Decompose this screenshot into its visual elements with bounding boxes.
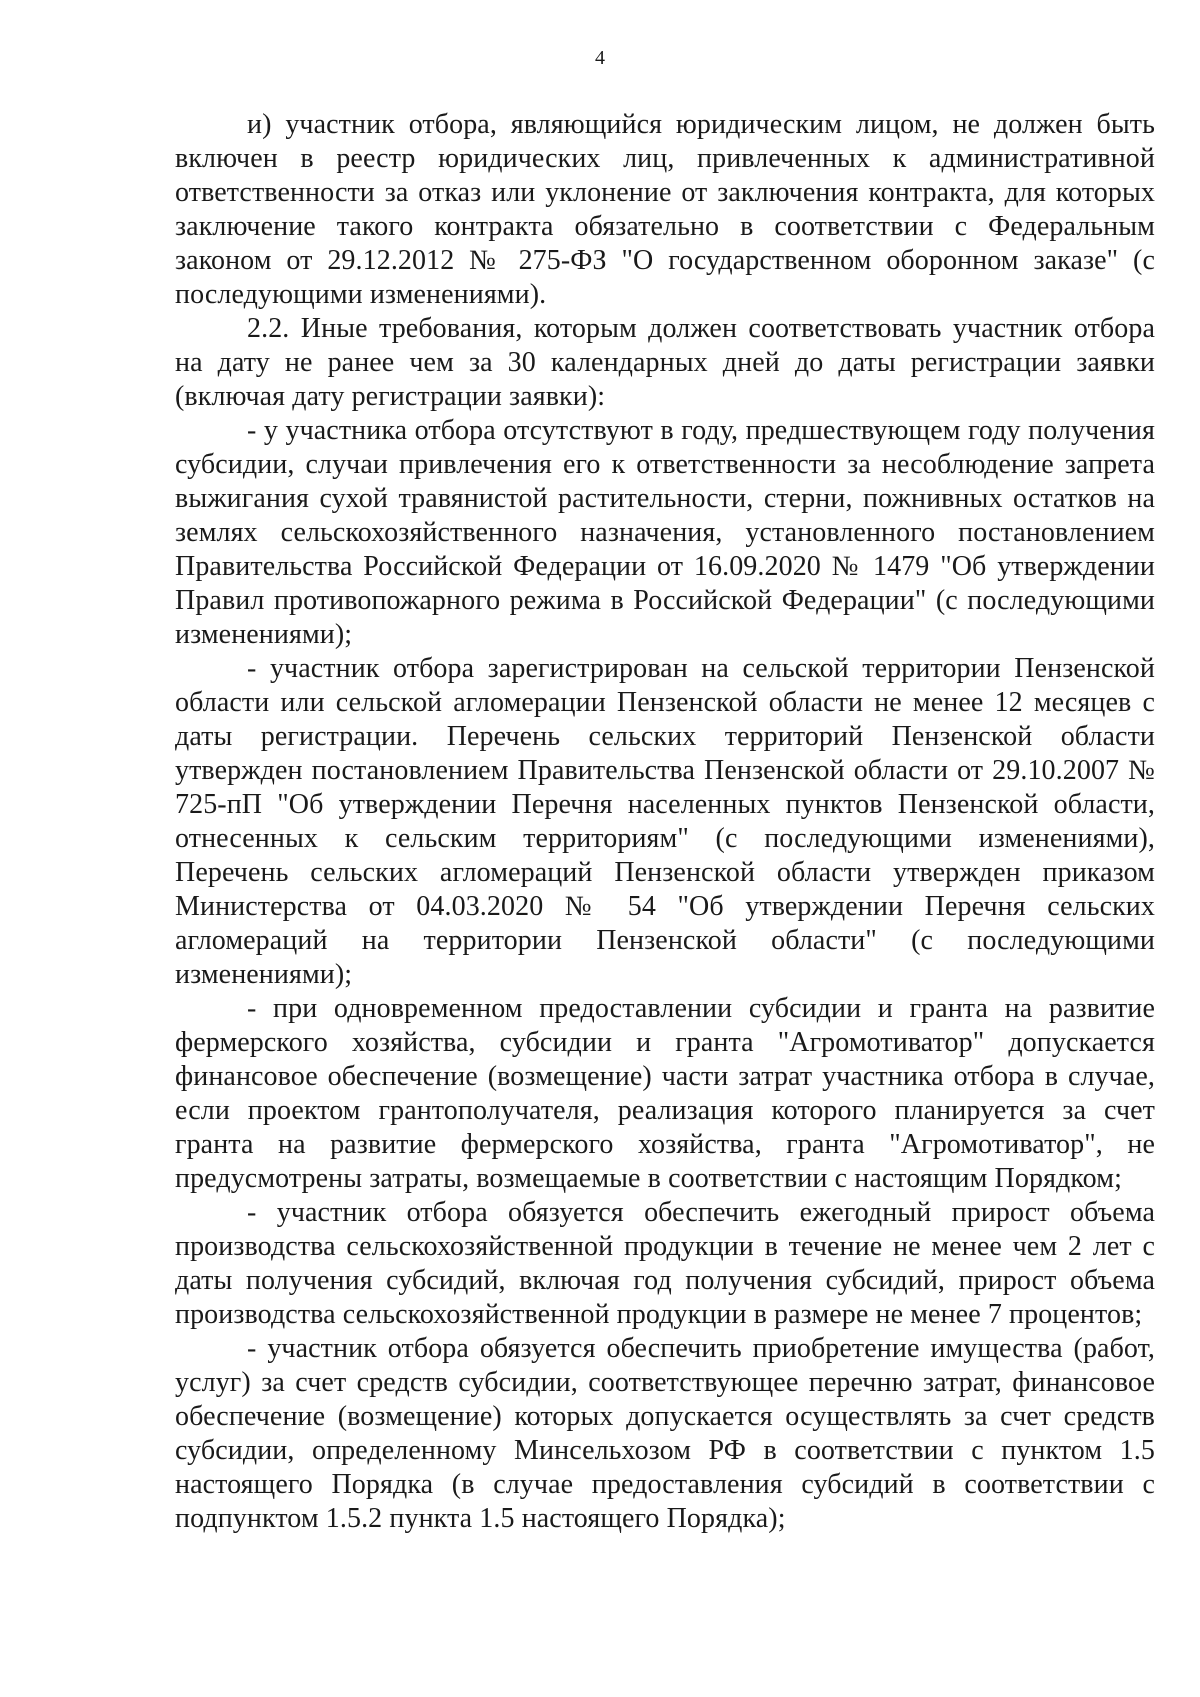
document-body — [175, 108, 1155, 1536]
paragraph-grant-combination: - при одновременном предоставлении субсидии и гранта на развитие фермерского хозяйства, субсидии и гранта "Агромотиватор" допускается финансовое обеспечение (возмещение) части затрат участника отбора в случае, если проектом грантополучателя, реализация которого планируется за счет гранта на развитие фермерского хозяйства, гранта "Агромотиватор", не предусмотрены затраты, возмещаемые в соответствии с настоящим Порядком; — [175, 993, 1155, 1194]
paragraph-production-growth: - участник отбора обязуется обеспечить ежегодный прирост объема производства сельскохозяйственной продукции в течение не менее чем 2 лет с даты получения субсидий, включая год получения субсидий, прирост объема производства сельскохозяйственной продукции в размере не менее 7 процентов; — [175, 1197, 1155, 1330]
page-number: 4 — [595, 47, 605, 69]
paragraph-item-i: и) участник отбора, являющийся юридическим лицом, не должен быть включен в реестр юридических лиц, привлеченных к административной ответственности за отказ или уклонение от заключения контракта, для которых заключение такого контракта обязательно в соответствии с Федеральным законом от 29.12.2012 № 275-ФЗ "О государственном оборонном заказе" (с последующими изменениями). — [175, 109, 1155, 310]
paragraph-no-fire-violations: - у участника отбора отсутствуют в году, предшествующем году получения субсидии, случаи привлечения его к ответственности за несоблюдение запрета выжигания сухой травянистой растительности, стерни, пожнивных остатков на землях сельскохозяйственного назначения, установленного постановлением Правительства Российской Федерации от 16.09.2020 № 1479 "Об утверждении Правил противопожарного режима в Российской Федерации" (с последующими изменениями); — [175, 415, 1155, 650]
paragraph-rural-registration: - участник отбора зарегистрирован на сельской территории Пензенской области или сельской агломерации Пензенской области не менее 12 месяцев с даты регистрации. Перечень сельских территорий Пензенской области утвержден постановлением Правительства Пензенской области от 29.10.2007 № 725-пП "Об утверждении Перечня населенных пунктов Пензенской области, отнесенных к сельским территориям" (с последующими изменениями), Перечень сельских агломераций Пензенской области утвержден приказом Министерства от 04.03.2020 № 54 "Об утверждении Перечня сельских агломераций на территории Пензенской области" (с последующими изменениями); — [175, 653, 1155, 990]
paragraph-section-2-2: 2.2. Иные требования, которым должен соответствовать участник отбора на дату не ранее чем за 30 календарных дней до даты регистрации заявки (включая дату регистрации заявки): — [175, 313, 1155, 412]
paragraph-property-acquisition: - участник отбора обязуется обеспечить приобретение имущества (работ, услуг) за счет средств субсидии, соответствующее перечню затрат, финансовое обеспечение (возмещение) которых допускается осуществлять за счет средств субсидии, определенному Минсельхозом РФ в соответствии с пунктом 1.5 настоящего Порядка (в случае предоставления субсидий в соответствии с подпунктом 1.5.2 пункта 1.5 настоящего Порядка); — [175, 1333, 1155, 1534]
